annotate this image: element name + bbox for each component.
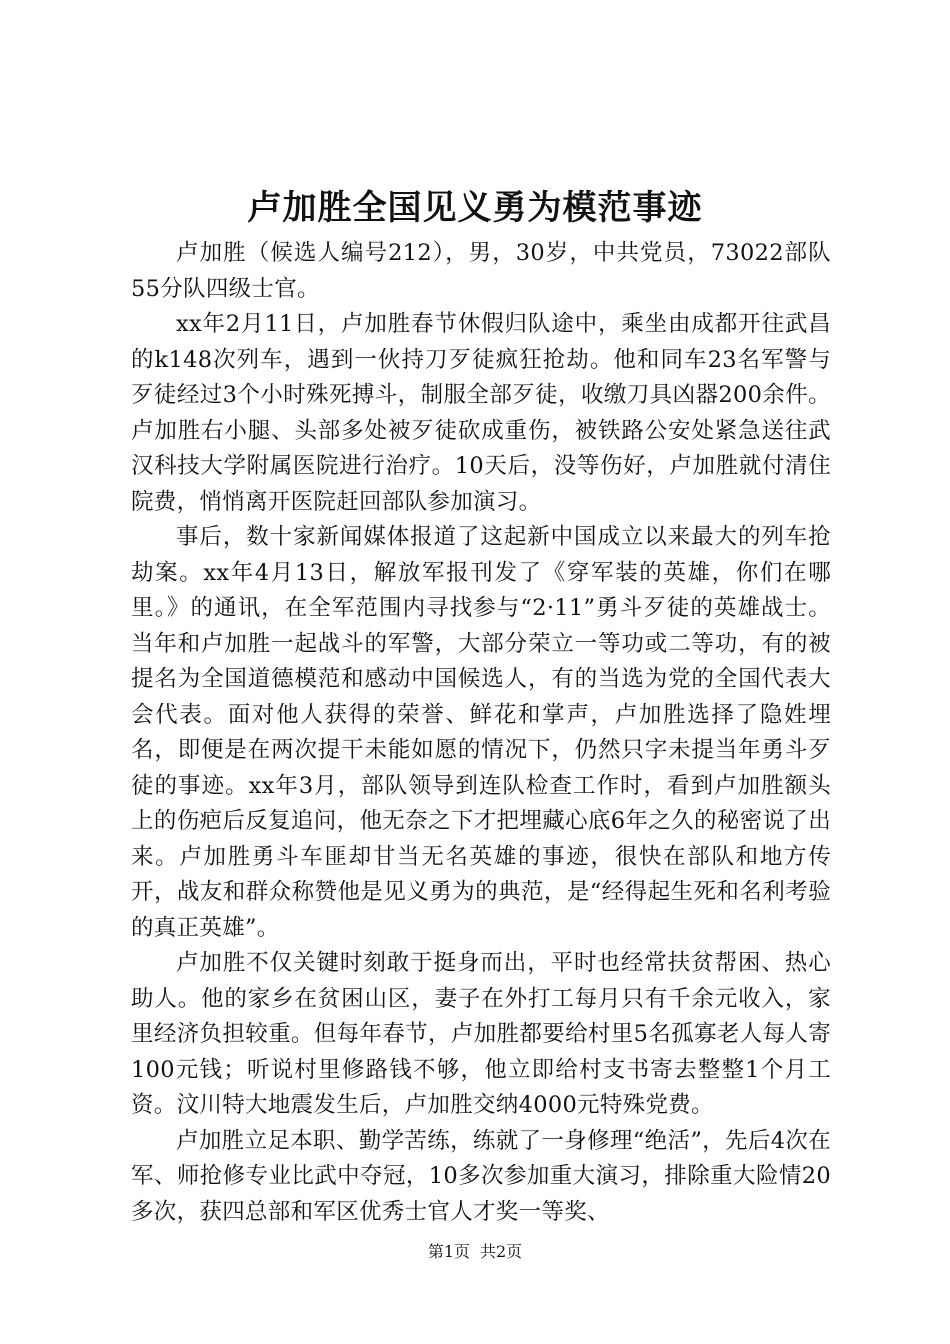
paragraph-aftermath: 事后，数十家新闻媒体报道了这起新中国成立以来最大的列车抢劫案。xx年4月13日，解放军报刊发了《穿军装的英雄，你们在哪里。》的通讯，在全军范围内寻找参与“2·11”勇斗歹徒的英雄战士。当年和卢加胜一起战斗的军警，大部分荣立一等功或二等功，有的被提名为全国道德模范和感动中国候选人，有的当选为党的全国代表大会代表。面对他人获得的荣誉、鲜花和掌声，卢加胜选择了隐姓埋名，即便是在两次提干未能如愿的情况下，仍然只字未提当年勇斗歹徒的事迹。xx年3月，部队领导到连队检查工作时，看到卢加胜额头上的伤疤后反复追问，他无奈之下才把埋藏心底6年之久的秘密说了出来。卢加胜勇斗车匪却甘当无名英雄的事迹，很快在部队和地方传开，战友和群众称赞他是见义勇为的典范，是“经得起生死和名利考验的真正英雄”。 [131, 524, 831, 941]
document-title: 卢加胜全国见义勇为模范事迹 [247, 188, 703, 228]
paragraph-train-robbery: xx年2月11日，卢加胜春节休假归队途中，乘坐由成都开往武昌的k148次列车，遇到一伙持刀歹徒疯狂抢劫。他和同车23名军警与歹徒经过3个小时殊死搏斗，制服全部歹徒，收缴刀具凶器200余件。卢加胜右小腿、头部多处被歹徒砍成重伤，被铁路公安处紧急送往武汉科技大学附属医院进行治疗。10天后，没等伤好，卢加胜就付清住院费，悄悄离开医院赶回部队参加演习。 [131, 311, 831, 515]
paragraph-intro: 卢加胜（候选人编号212），男，30岁，中共党员，73022部队55分队四级士官。 [131, 240, 831, 302]
paragraph-professional-skill: 卢加胜立足本职、勤学苦练，练就了一身修理“绝活”，先后4次在军、师抢修专业比武中夺冠，10多次参加重大演习，排除重大险情20多次，获四总部和军区优秀士官人才奖一等奖、 [131, 1127, 831, 1225]
page-total: 共2页 [480, 1242, 523, 1261]
document-body [131, 236, 831, 1230]
page-number: 第1页 [427, 1242, 470, 1261]
page-footer [0, 1240, 950, 1264]
paragraph-helping-others: 卢加胜不仅关键时刻敢于挺身而出，平时也经常扶贫帮困、热心助人。他的家乡在贫困山区，妻子在外打工每月只有千余元收入，家里经济负担较重。但每年春节，卢加胜都要给村里5名孤寡老人每人寄100元钱；听说村里修路钱不够，他立即给村支书寄去整整1个月工资。汶川特大地震发生后，卢加胜交纳4000元特殊党费。 [131, 950, 831, 1118]
